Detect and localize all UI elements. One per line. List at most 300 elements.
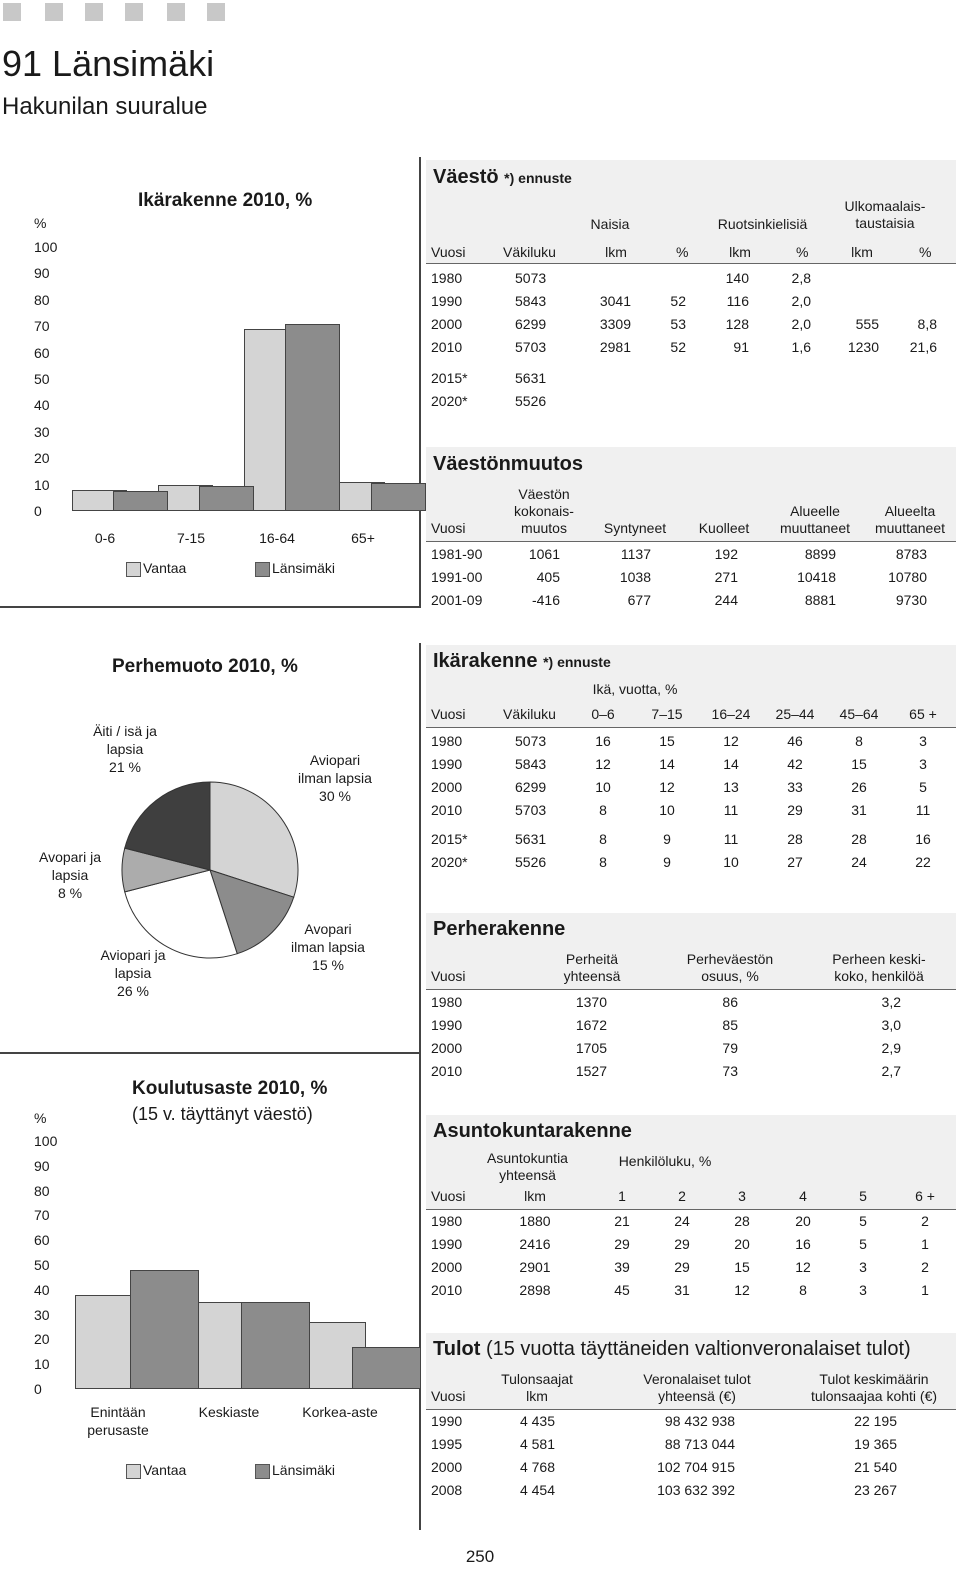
cell: 12 (723, 733, 739, 749)
table-rule (426, 727, 956, 728)
cell: 128 (725, 316, 749, 332)
cell: 22 195 (854, 1413, 897, 1429)
cell: 1038 (619, 569, 651, 585)
cell: 3 (859, 1259, 867, 1275)
cell: 3309 (599, 316, 631, 332)
cell: 1061 (528, 546, 560, 562)
cell: 23 267 (854, 1482, 897, 1498)
y-tick-label: 10 (34, 1356, 50, 1373)
cell: 8 (799, 1282, 807, 1298)
cell: 1527 (575, 1063, 607, 1079)
legend-label-vantaa: Vantaa (143, 560, 187, 576)
age-chart-y-unit: % (34, 215, 47, 231)
cell: 21 540 (854, 1459, 897, 1475)
cell: 5 (859, 1213, 867, 1229)
cell: -416 (531, 592, 560, 608)
cell: 8,8 (917, 316, 937, 332)
x-tick-label: 65+ (351, 530, 375, 546)
cell: 9 (663, 831, 671, 847)
cell: 1991-00 (431, 569, 483, 585)
cell: 3 (919, 756, 927, 772)
cell: 53 (670, 316, 686, 332)
cell: 10780 (888, 569, 927, 585)
asunto-group-yhteensa: Asuntokuntia yhteensä (487, 1150, 568, 1183)
bar-lansimaki-1 (199, 486, 254, 511)
cell: 1990 (431, 293, 463, 309)
y-tick-label: 20 (34, 1331, 50, 1348)
cell: 271 (714, 569, 738, 585)
bar-lansimaki-0 (113, 491, 168, 511)
perhe-header: Perheen keski- koko, henkilöä (832, 951, 926, 984)
cell: 28 (851, 831, 867, 847)
y-tick-label: 40 (34, 397, 50, 414)
cell: 6299 (515, 316, 547, 332)
perhe-header: Perheväestön osuus, % (686, 951, 774, 984)
cell: 5 (859, 1236, 867, 1252)
ika-forecast-row (0, 851, 960, 873)
cell: 1230 (847, 339, 879, 355)
y-tick-label: 50 (34, 371, 50, 387)
cell: 2 (678, 1188, 686, 1204)
cell: 2020* (431, 393, 468, 409)
cell: 5526 (515, 854, 547, 870)
cell: 3 (919, 733, 927, 749)
vaesto-header-row (0, 241, 960, 263)
asunto-row (0, 1233, 960, 1255)
tulot-row (0, 1410, 960, 1432)
cell: 29 (787, 802, 803, 818)
cell: 1 (921, 1236, 929, 1252)
decor-square (207, 3, 225, 21)
cell: 42 (787, 756, 803, 772)
cell: 85 (722, 1017, 738, 1033)
ika-header-row (0, 703, 960, 725)
cell: 31 (674, 1282, 690, 1298)
cell: 5073 (515, 733, 547, 749)
cell: 6 + (915, 1188, 935, 1204)
cell: 39 (614, 1259, 630, 1275)
cell: 3 (859, 1282, 867, 1298)
cell: 5 (919, 779, 927, 795)
legend-label-lansimaki: Länsimäki (272, 1462, 336, 1478)
cell: 2,0 (791, 316, 811, 332)
perhe-row (0, 991, 960, 1013)
y-tick-label: 80 (34, 291, 50, 308)
y-tick-label: 40 (34, 1281, 50, 1298)
cell: 29 (614, 1236, 630, 1252)
x-tick-label: 0-6 (94, 530, 116, 546)
cell: 2001-09 (431, 592, 483, 608)
cell: 405 (536, 569, 560, 585)
cell: 45–64 (839, 706, 879, 722)
cell: 1980 (431, 994, 463, 1010)
vaesto-row (0, 313, 960, 335)
cell: 1995 (431, 1436, 463, 1452)
muutos-header: Kuolleet (698, 520, 750, 536)
cell: Vuosi (431, 706, 466, 722)
cell: 1137 (620, 546, 651, 562)
cell: 2010 (431, 1282, 463, 1298)
decor-square (45, 3, 63, 21)
asunto-title: Asuntokuntarakenne (433, 1120, 632, 1142)
cell: 65 + (909, 706, 937, 722)
cell: 5843 (515, 293, 547, 309)
y-tick-label: 50 (34, 1257, 50, 1273)
cell: 3041 (599, 293, 631, 309)
cell: 88 713 044 (664, 1436, 735, 1452)
perhe-row (0, 1014, 960, 1036)
cell: 10 (659, 802, 675, 818)
cell: 26 (851, 779, 867, 795)
cell: % (676, 244, 689, 260)
cell: 16 (595, 733, 611, 749)
cell: 14 (723, 756, 739, 772)
ika-table-title: Ikärakenne *) ennuste (433, 650, 611, 672)
cell: 31 (851, 802, 867, 818)
cell: 16 (915, 831, 931, 847)
cell: 2010 (431, 339, 463, 355)
cell: 6299 (515, 779, 547, 795)
tulot-title: Tulot (15 vuotta täyttäneiden valtionveronalaiset tulot) (433, 1338, 911, 1360)
cell: 52 (670, 339, 686, 355)
cell: 21,6 (909, 339, 937, 355)
vaesto-row (0, 290, 960, 312)
page-title: 91 Länsimäki (2, 43, 215, 84)
cell: 1 (921, 1282, 929, 1298)
cell: 1880 (519, 1213, 551, 1229)
cell: Väkiluku (503, 244, 556, 260)
cell: 2,9 (881, 1040, 901, 1056)
cell: 45 (614, 1282, 630, 1298)
x-tick-label: 7-15 (176, 530, 206, 546)
edu-chart-y-unit: % (34, 1110, 47, 1126)
vaesto-forecast-row (0, 367, 960, 389)
cell: 5526 (515, 393, 547, 409)
cell: 19 365 (854, 1436, 897, 1452)
cell: 10 (595, 779, 611, 795)
table-rule (426, 541, 956, 542)
cell: 1980 (431, 733, 463, 749)
tulot-header: Vuosi (431, 1388, 466, 1404)
edu-chart-subtitle: (15 v. täyttänyt väestö) (132, 1104, 313, 1124)
cell: 4 (799, 1188, 807, 1204)
ika-row (0, 730, 960, 752)
ika-forecast-row (0, 828, 960, 850)
age-chart-title: Ikärakenne 2010, % (138, 190, 313, 211)
bar-lansimaki-2 (352, 1347, 421, 1389)
cell: 86 (722, 994, 738, 1010)
family-chart-title: Perhemuoto 2010, % (112, 656, 298, 677)
cell: 15 (734, 1259, 750, 1275)
bar-lansimaki-1 (241, 1302, 310, 1389)
cell: Vuosi (431, 244, 466, 260)
muutos-row (0, 566, 960, 588)
cell: 20 (734, 1236, 750, 1252)
cell: 98 432 938 (664, 1413, 735, 1429)
cell: 1 (618, 1188, 626, 1204)
muutos-header: Syntyneet (603, 520, 667, 536)
cell: 1672 (575, 1017, 607, 1033)
cell: 1,6 (791, 339, 811, 355)
cell: 15 (659, 733, 675, 749)
muutos-row (0, 543, 960, 565)
cell: 192 (714, 546, 738, 562)
legend-label-lansimaki: Länsimäki (272, 560, 336, 576)
cell: 5631 (515, 831, 547, 847)
cell: 10 (723, 854, 739, 870)
page-number: 250 (465, 1547, 495, 1566)
cell: Vuosi (431, 1188, 466, 1204)
cell: 8783 (895, 546, 927, 562)
cell: 2015* (431, 370, 468, 386)
edu-x-label-korkea-aste: Korkea-aste (302, 1404, 378, 1420)
table-rule (426, 263, 956, 264)
cell: 16–24 (711, 706, 751, 722)
perhe-row (0, 1060, 960, 1082)
vaesto-forecast-row (0, 390, 960, 412)
cell: 33 (787, 779, 803, 795)
ika-row (0, 753, 960, 775)
tulot-row (0, 1456, 960, 1478)
tulot-row (0, 1433, 960, 1455)
decor-square (85, 3, 103, 21)
page-subtitle: Hakunilan suuralue (2, 93, 208, 120)
cell: 1980 (431, 270, 463, 286)
cell: 1980 (431, 1213, 463, 1229)
cell: 2901 (519, 1259, 551, 1275)
cell: 52 (670, 293, 686, 309)
y-tick-label: 60 (34, 344, 50, 361)
cell: 4 768 (519, 1459, 555, 1475)
cell: 1990 (431, 756, 463, 772)
cell: 24 (851, 854, 867, 870)
cell: 8899 (804, 546, 836, 562)
perhe-header: Perheitä yhteensä (563, 951, 621, 984)
cell: 2000 (431, 1459, 463, 1475)
edu-x-label-perusaste: Enintään perusaste (87, 1404, 149, 1438)
cell: 21 (614, 1213, 630, 1229)
cell: 13 (723, 779, 739, 795)
cell: 46 (787, 733, 803, 749)
cell: 555 (855, 316, 879, 332)
cell: 2010 (431, 1063, 463, 1079)
cell: 8 (855, 733, 863, 749)
pie-label-aiti-isa: Äiti / isä ja lapsia 21 % (93, 723, 157, 775)
cell: 2,0 (791, 293, 811, 309)
cell: 2000 (431, 779, 463, 795)
cell: 1370 (575, 994, 607, 1010)
cell: 11 (723, 802, 739, 818)
cell: 8 (599, 831, 607, 847)
muutos-header: Väestön kokonais- muutos (514, 486, 574, 536)
bar-lansimaki-3 (371, 483, 426, 511)
y-tick-label: 90 (34, 265, 50, 282)
cell: 2000 (431, 1259, 463, 1275)
cell: 14 (659, 756, 675, 772)
cell: 2416 (519, 1236, 551, 1252)
vaesto-title: Väestö *) ennuste (433, 166, 572, 188)
tulot-row (0, 1479, 960, 1501)
cell: 8 (599, 854, 607, 870)
cell: 28 (734, 1213, 750, 1229)
cell: 4 454 (519, 1482, 555, 1498)
cell: 1705 (575, 1040, 607, 1056)
y-tick-label: 100 (34, 239, 58, 255)
asunto-group-henkiloluku: Henkilöluku, % (618, 1153, 712, 1169)
cell: 5631 (515, 370, 547, 386)
tulot-header: Tulot keskimäärin tulonsaajaa kohti (€) (810, 1371, 938, 1404)
cell: 677 (627, 592, 651, 608)
cell: 12 (734, 1282, 750, 1298)
cell: 1990 (431, 1236, 463, 1252)
asunto-row (0, 1210, 960, 1232)
cell: 8 (599, 802, 607, 818)
ika-row (0, 799, 960, 821)
cell: 22 (915, 854, 931, 870)
cell: 140 (725, 270, 749, 286)
cell: 4 435 (519, 1413, 555, 1429)
cell: 10418 (797, 569, 836, 585)
y-tick-label: 100 (34, 1133, 58, 1149)
cell: 2981 (599, 339, 631, 355)
cell: 5073 (515, 270, 547, 286)
legend-label-vantaa: Vantaa (143, 1462, 187, 1478)
cell: 5703 (515, 339, 547, 355)
cell: lkm (524, 1188, 546, 1204)
pie-label-aviopari-lapsia: Aviopari ja lapsia 26 % (100, 947, 166, 999)
cell: 12 (595, 756, 611, 772)
cell: 27 (787, 854, 803, 870)
cell: 91 (733, 339, 749, 355)
cell: 2000 (431, 316, 463, 332)
cell: 24 (674, 1213, 690, 1229)
cell: 4 581 (519, 1436, 555, 1452)
cell: 1990 (431, 1017, 463, 1033)
pie-label-avopari-ilman: Avopari ilman lapsia 15 % (291, 921, 365, 973)
cell: Väkiluku (503, 706, 556, 722)
cell: 2,7 (881, 1063, 901, 1079)
y-tick-label: 0 (34, 1381, 42, 1397)
bar-lansimaki-0 (130, 1270, 199, 1389)
cell: 12 (795, 1259, 811, 1275)
cell: 11 (723, 831, 739, 847)
muutos-header: Alueelle muuttaneet (779, 503, 851, 536)
cell: 79 (722, 1040, 738, 1056)
cell: 2 (921, 1213, 929, 1229)
cell: 5 (859, 1188, 867, 1204)
cell: 1990 (431, 1413, 463, 1429)
y-tick-label: 70 (34, 1207, 50, 1224)
decor-square (167, 3, 185, 21)
vaesto-group-ruotsinkielisia: Ruotsinkielisiä (717, 216, 808, 232)
cell: 11 (915, 802, 931, 818)
vaesto-row (0, 336, 960, 358)
muutos-header: Alueelta muuttaneet (874, 503, 946, 536)
cell: 2898 (519, 1282, 551, 1298)
perhe-header: Vuosi (431, 968, 466, 984)
asunto-header-row (0, 1182, 960, 1207)
perhe-title: Perherakenne (433, 918, 566, 940)
cell: 20 (795, 1213, 811, 1229)
cell: 3 (738, 1188, 746, 1204)
cell: lkm (729, 244, 751, 260)
perhe-row (0, 1037, 960, 1059)
tulot-header: Tulonsaajat lkm (501, 1371, 573, 1404)
edu-x-label-keskiaste: Keskiaste (198, 1404, 260, 1420)
y-tick-label: 80 (34, 1182, 50, 1199)
cell: 2020* (431, 854, 468, 870)
x-tick-label: 16-64 (259, 530, 295, 546)
y-tick-label: 60 (34, 1232, 50, 1249)
cell: 15 (851, 756, 867, 772)
vaesto-group-naisia: Naisia (590, 216, 630, 232)
cell: 3,0 (881, 1017, 901, 1033)
decor-square (125, 3, 143, 21)
cell: 1981-90 (431, 546, 483, 562)
ika-row (0, 776, 960, 798)
cell: 244 (714, 592, 738, 608)
cell: 9730 (895, 592, 927, 608)
cell: 16 (795, 1236, 811, 1252)
bar-lansimaki-2 (285, 324, 340, 511)
cell: 28 (787, 831, 803, 847)
cell: % (796, 244, 809, 260)
pie-label-avopari-lapsia: Avopari ja lapsia 8 % (38, 849, 101, 901)
cell: 2,8 (791, 270, 811, 286)
cell: 2010 (431, 802, 463, 818)
y-tick-label: 70 (34, 318, 50, 335)
cell: 2008 (431, 1482, 463, 1498)
muutos-row (0, 589, 960, 611)
vaesto-group-ulkomaalais: Ulkomaalais- taustaisia (844, 198, 926, 231)
cell: 103 632 392 (657, 1482, 735, 1498)
cell: 5843 (515, 756, 547, 772)
cell: 7–15 (651, 706, 683, 722)
y-tick-label: 90 (34, 1157, 50, 1174)
muutos-title: Väestönmuutos (433, 453, 584, 475)
cell: 29 (674, 1259, 690, 1275)
y-tick-label: 30 (34, 423, 50, 440)
cell: % (919, 244, 932, 260)
cell: 5703 (515, 802, 547, 818)
edu-chart-title: Koulutusaste 2010, % (132, 1078, 328, 1099)
cell: 73 (722, 1063, 738, 1079)
cell: 25–44 (775, 706, 815, 722)
cell: 0–6 (591, 706, 615, 722)
cell: 2000 (431, 1040, 463, 1056)
muutos-header: Vuosi (431, 520, 466, 536)
ika-group-header: Ikä, vuotta, % (592, 681, 678, 697)
cell: 29 (674, 1236, 690, 1252)
cell: 102 704 915 (657, 1459, 735, 1475)
cell: lkm (605, 244, 627, 260)
cell: lkm (851, 244, 873, 260)
cell: 2015* (431, 831, 468, 847)
y-tick-label: 0 (34, 503, 42, 519)
cell: 8881 (804, 592, 836, 608)
y-tick-label: 30 (34, 1306, 50, 1323)
tulot-header: Veronalaiset tulot yhteensä (€) (643, 1371, 751, 1404)
cell: 2 (921, 1259, 929, 1275)
cell: 116 (726, 293, 749, 309)
y-tick-label: 10 (34, 476, 50, 493)
y-tick-label: 20 (34, 450, 50, 467)
cell: 12 (659, 779, 675, 795)
table-rule (426, 989, 956, 990)
pie-label-aviopari-ilman: Aviopari ilman lapsia 30 % (298, 752, 372, 804)
vaesto-row (0, 267, 960, 289)
decor-square (3, 3, 21, 21)
